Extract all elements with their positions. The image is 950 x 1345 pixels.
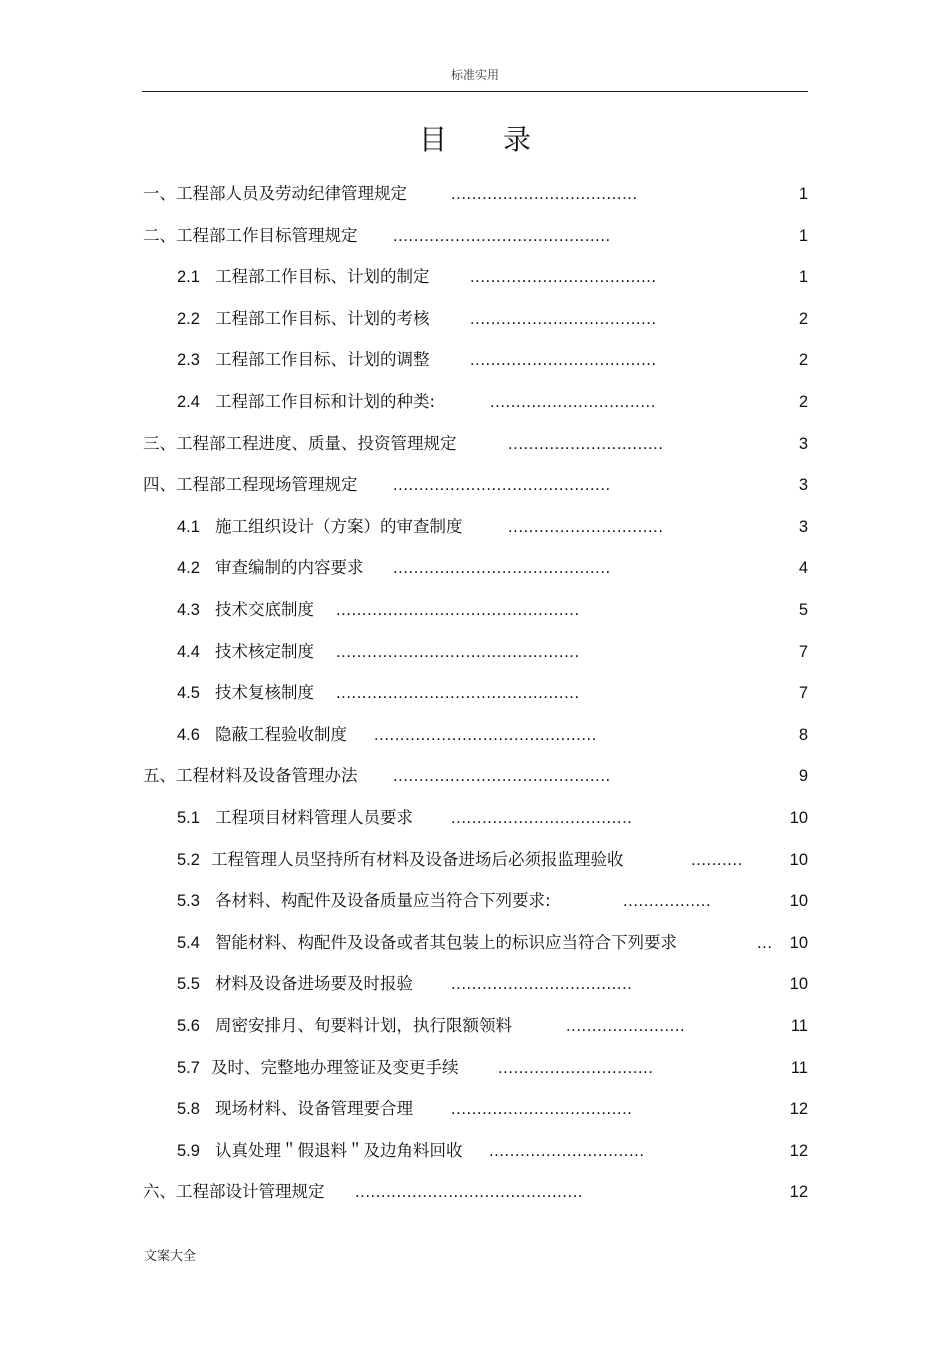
toc-page-number: 3: [798, 434, 808, 453]
toc-dot-leader: ..........................................: [393, 226, 611, 245]
toc-entry[interactable]: [0, 931, 950, 955]
toc-entry-title: 周密安排月、旬要料计划，执行限额领料: [215, 1016, 512, 1035]
toc-dot-leader: ...............................................: [336, 601, 580, 619]
toc-entry[interactable]: [0, 1056, 950, 1080]
toc-dot-leader: ....................................: [451, 185, 638, 203]
toc-dot-leader: ..........................................: [393, 559, 611, 578]
toc-entry-number: 5.6: [177, 1017, 200, 1035]
toc-entry-number: 2.4: [177, 393, 200, 411]
toc-entry-title: 工程部工作目标和计划的种类:: [215, 392, 436, 411]
toc-dot-leader: ...................................: [451, 1100, 633, 1119]
toc-entry-title: 技术交底制度: [215, 600, 314, 619]
toc-entry-title: 五、工程材料及设备管理办法: [143, 766, 358, 786]
toc-page-number: 11: [790, 1058, 808, 1077]
toc-entry[interactable]: [0, 224, 950, 248]
toc-entry-number: 2.2: [177, 309, 200, 328]
toc-dot-leader: ............................................: [355, 1183, 584, 1202]
toc-page-number: 3: [798, 476, 808, 495]
toc-entry[interactable]: [0, 889, 950, 913]
toc-dot-leader: ..........................................: [393, 767, 611, 786]
toc-entry[interactable]: [0, 681, 950, 705]
toc-entry-title: 智能材料、构配件及设备或者其包装上的标识应当符合下列要求: [215, 932, 677, 952]
toc-entry-title: 工程部工作目标、计划的制定: [215, 267, 430, 287]
toc-page-number: 12: [789, 1141, 808, 1160]
toc-page-number: 7: [798, 684, 808, 703]
toc-entry-title: 各材料、构配件及设备质量应当符合下列要求:: [215, 891, 551, 911]
toc-dot-leader: ...: [757, 933, 773, 952]
toc-dot-leader: ..............................: [508, 517, 664, 536]
toc-entry-number: 4.4: [177, 642, 200, 661]
toc-entry[interactable]: [0, 848, 950, 872]
toc-page-number: 10: [789, 892, 808, 911]
toc-entry[interactable]: [0, 265, 950, 289]
page-footer: 文案大全: [144, 1249, 197, 1264]
toc-entry[interactable]: [0, 473, 950, 497]
toc-entry[interactable]: [0, 598, 950, 622]
toc-dot-leader: ...........................................: [374, 725, 597, 744]
toc-entry-title: 现场材料、设备管理要合理: [215, 1099, 413, 1119]
toc-entry-number: 5.3: [177, 892, 200, 911]
toc-dot-leader: ...................................: [451, 809, 633, 827]
toc-dot-leader: ...............................................: [336, 684, 580, 703]
toc-entry[interactable]: [0, 640, 950, 664]
toc-entry[interactable]: [0, 1014, 950, 1038]
toc-entry-number: 5.8: [177, 1100, 200, 1119]
toc-entry-title: 工程管理人员坚持所有材料及设备进场后必须报监理验收: [211, 849, 624, 869]
toc-entry-title: 施工组织设计（方案）的审查制度: [215, 516, 463, 536]
toc-entry[interactable]: [0, 348, 950, 372]
toc-page-number: 7: [798, 642, 808, 661]
toc-entry-title: 四、工程部工程现场管理规定: [143, 475, 358, 495]
toc-dot-leader: ..............................: [498, 1058, 654, 1077]
toc-page-number: 12: [789, 1183, 808, 1202]
page-header: 标准实用: [450, 68, 499, 82]
toc-entry[interactable]: [0, 515, 950, 539]
toc-page-number: 11: [790, 1017, 808, 1035]
toc-entry-title: 工程部工作目标、计划的调整: [215, 350, 430, 370]
toc-page-number: 1: [798, 268, 808, 287]
toc-dot-leader: .......................: [566, 1017, 686, 1035]
toc-entry[interactable]: [0, 432, 950, 456]
toc-page-number: 2: [798, 393, 808, 411]
toc-entry-number: 2.3: [177, 351, 200, 370]
toc-entry[interactable]: [0, 1097, 950, 1121]
toc-entry[interactable]: [0, 1139, 950, 1163]
toc-entry-number: 4.3: [177, 601, 200, 619]
toc-title: 目录: [418, 123, 587, 156]
toc-page-number: 4: [798, 559, 808, 578]
toc-page-number: 5: [798, 601, 808, 619]
toc-dot-leader: ...................................: [451, 975, 633, 994]
toc-entry[interactable]: [0, 556, 950, 580]
toc-entry-title: 隐蔽工程验收制度: [215, 724, 347, 744]
toc-page-number: 8: [798, 725, 808, 744]
toc-page-number: 1: [798, 226, 808, 245]
toc-dot-leader: ....................................: [470, 268, 657, 287]
toc-entry-title: 工程部工作目标、计划的考核: [215, 308, 430, 328]
toc-page-number: 1: [798, 185, 808, 203]
toc-entry[interactable]: [0, 182, 950, 206]
toc-entry-number: 5.4: [177, 933, 200, 952]
header-divider: [142, 91, 808, 92]
toc-entry[interactable]: [0, 723, 950, 747]
toc-page-number: 10: [789, 933, 808, 952]
toc-entry-number: 5.7: [177, 1058, 200, 1077]
toc-entry[interactable]: [0, 806, 950, 830]
toc-page-number: 2: [798, 351, 808, 370]
toc-entry-number: 5.1: [177, 809, 200, 827]
toc-entry[interactable]: [0, 390, 950, 414]
toc-entry-number: 5.5: [177, 975, 200, 994]
toc-entry-number: 4.6: [177, 725, 200, 744]
toc-entry-number: 5.9: [177, 1141, 200, 1160]
toc-dot-leader: ..........................................: [393, 476, 611, 495]
toc-page-number: 9: [798, 767, 808, 786]
toc-entry[interactable]: [0, 307, 950, 331]
toc-page-number: 10: [789, 975, 808, 994]
toc-entry-title: 一、工程部人员及劳动纪律管理规定: [143, 184, 407, 203]
toc-page-number: 10: [789, 809, 808, 827]
toc-entry-number: 5.2: [177, 850, 200, 869]
toc-entry-number: 2.1: [177, 268, 200, 287]
toc-dot-leader: ..............................: [508, 434, 664, 453]
toc-entry-number: 4.1: [177, 517, 200, 536]
toc-page-number: 10: [789, 850, 808, 869]
toc-dot-leader: ....................................: [470, 351, 657, 370]
toc-dot-leader: ..........: [691, 850, 743, 869]
toc-dot-leader: ..............................: [489, 1141, 645, 1160]
toc-entry[interactable]: [0, 764, 950, 788]
toc-dot-leader: ...............................................: [336, 642, 580, 661]
toc-entry-title: 认真处理＂假退料＂及边角料回收: [215, 1140, 463, 1160]
toc-entry[interactable]: [0, 1180, 950, 1204]
toc-entry-title: 审查编制的内容要求: [215, 558, 364, 578]
toc-entry-title: 技术复核制度: [215, 683, 314, 703]
toc-entry-title: 三、工程部工程进度、质量、投资管理规定: [143, 433, 457, 453]
toc-dot-leader: ....................................: [470, 309, 657, 328]
toc-entry-number: 4.5: [177, 684, 200, 703]
toc-page-number: 3: [798, 517, 808, 536]
toc-dot-leader: .................: [623, 892, 712, 911]
toc-entry-title: 六、工程部设计管理规定: [143, 1182, 325, 1202]
toc-entry-title: 工程项目材料管理人员要求: [215, 808, 413, 827]
toc-entry-title: 二、工程部工作目标管理规定: [143, 225, 358, 245]
toc-entry-title: 及时、完整地办理签证及变更手续: [211, 1057, 459, 1077]
toc-page-number: 12: [789, 1100, 808, 1119]
toc-page-number: 2: [798, 309, 808, 328]
toc-dot-leader: ................................: [490, 393, 656, 411]
toc-entry-title: 技术核定制度: [215, 641, 314, 661]
toc-entry-number: 4.2: [177, 559, 200, 578]
toc-entry[interactable]: [0, 972, 950, 996]
toc-entry-title: 材料及设备进场要及时报验: [215, 974, 413, 994]
